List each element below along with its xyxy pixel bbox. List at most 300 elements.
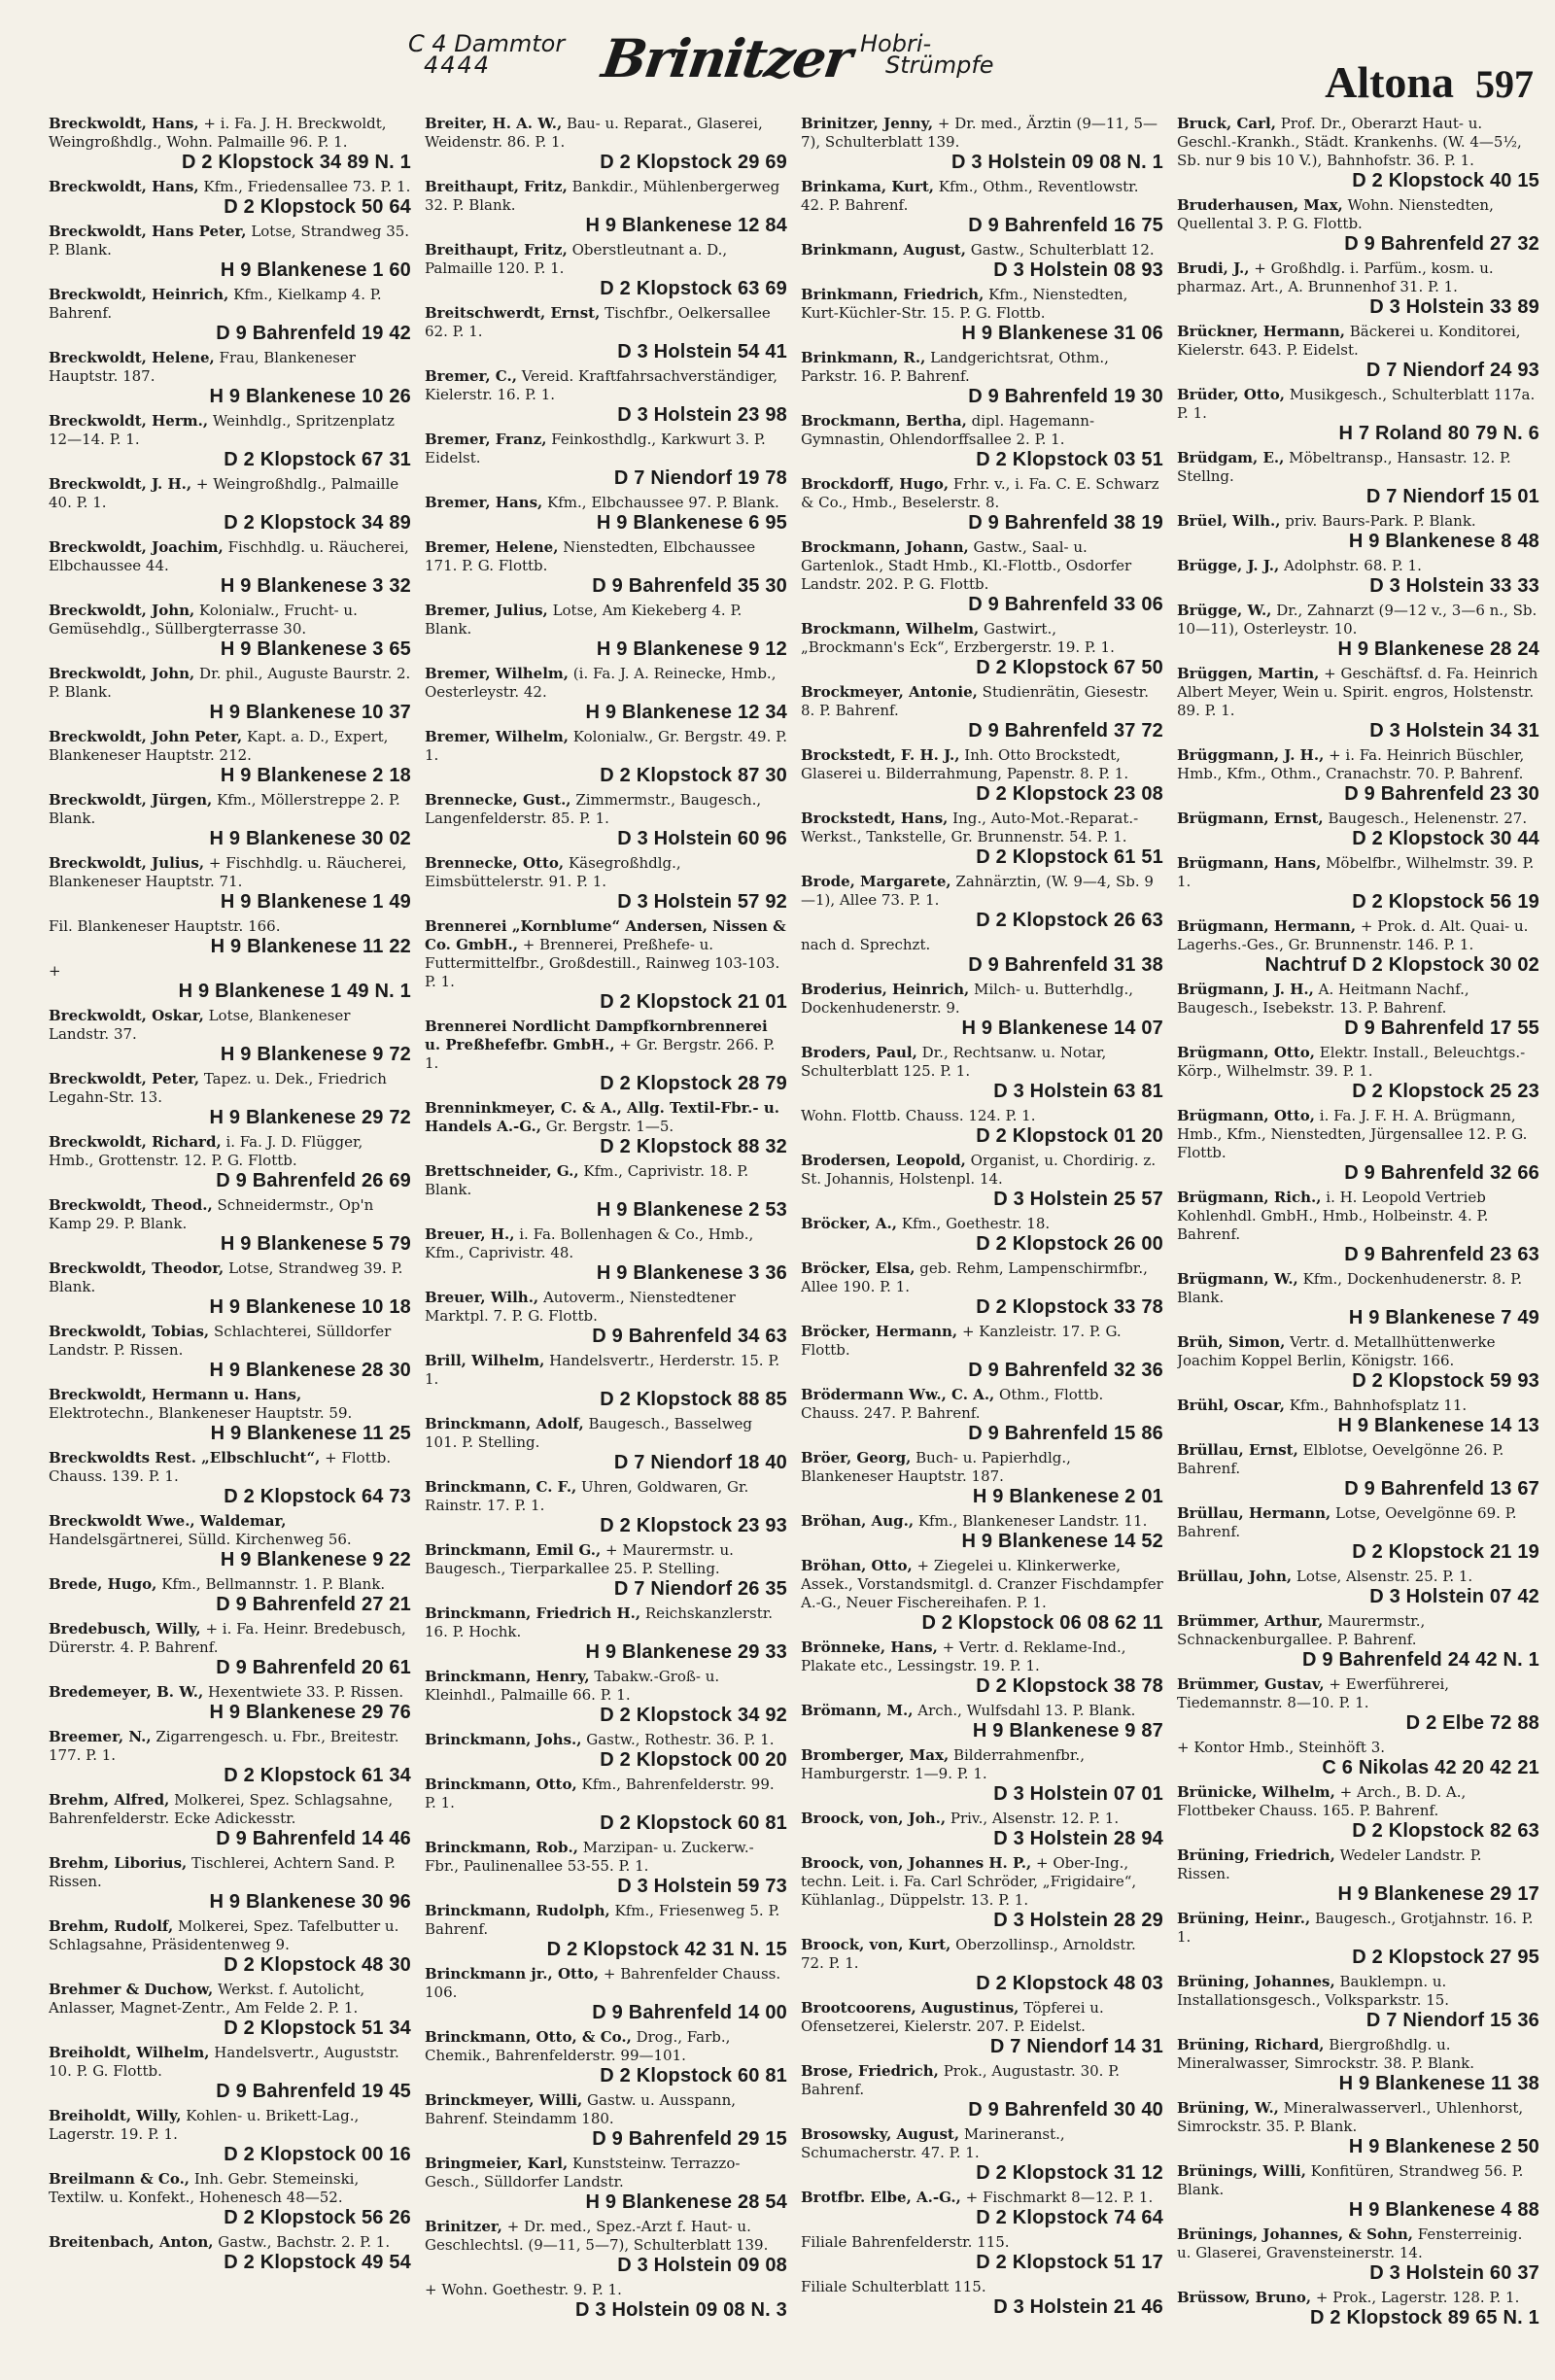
entry-phone: D 2 Klopstock 00 16 [224,2144,411,2165]
directory-entry [425,115,787,173]
directory-entry [425,1018,787,1094]
entry-detail: Bilderrahmenfbr., Hamburgerstr. 1—9. P. 1. [801,1746,1085,1782]
entry-detail: + i. Fa. J. H. Breckwoldt, Weingroßhdlg., Wohn. Palmaille 96. P. 1. [49,115,387,151]
entry-text [49,1791,411,1828]
entry-text [801,2062,1163,2099]
entry-text [425,1731,787,1749]
entry-text [1177,1107,1539,1162]
entry-phone: H 9 Blankenese 30 02 [209,828,411,849]
entry-detail: Frau, Blankeneser Hauptstr. 187. [49,349,356,385]
directory-entry [49,1512,411,1570]
entry-detail: i. Fa. J. F. H. A. Brügmann, Hmb., Kfm., Nienstedten, Jürgensallee 12. P. G. Flottb. [1177,1107,1528,1161]
directory-entry [801,1215,1163,1255]
entry-text [801,746,1163,783]
directory-entry [425,602,787,660]
entry-phone: H 9 Blankenese 9 22 [220,1549,411,1570]
directory-entry [801,2233,1163,2273]
directory-entry [425,1478,787,1536]
entry-name: Breckwoldt, Joachim, [49,538,224,556]
entry-name: Brüning, Friedrich, [1177,1846,1335,1864]
entry-name: Breckwoldt, Hans, [49,178,199,195]
entry-text [801,1449,1163,1486]
directory-entry [801,1557,1163,1634]
directory-entry [1177,1270,1539,1328]
entry-phone: H 9 Blankenese 31 06 [961,323,1163,344]
entry-phone: H 9 Blankenese 10 37 [209,702,411,723]
entry-name: Breckwoldt, Jürgen, [49,791,213,809]
directory-entry [425,1225,787,1284]
entry-phone: H 9 Blankenese 9 87 [972,1720,1163,1742]
entry-text [49,115,411,152]
entry-text [425,1668,787,1705]
entry-detail: Hexentwiete 33. P. Rissen. [207,1683,404,1701]
entry-detail: Kfm., Friesenweg 5. P. Bahrenf. [425,1902,780,1938]
entry-name: Breithaupt, Fritz, [425,178,568,195]
entry-text [801,1107,1163,1125]
directory-entry [1177,323,1539,381]
entry-text [1177,557,1539,575]
entry-detail: Biergroßhdlg. u. Mineralwasser, Simrockstr. 38. P. Blank. [1177,2036,1474,2072]
directory-entry [801,1810,1163,1849]
entry-name: Breckwoldt, Richard, [49,1133,222,1151]
entry-detail: Wohn. Flottb. Chauss. 124. P. 1. [801,1107,1036,1124]
entry-name: Bruderhausen, Max, [1177,196,1343,214]
directory-entry [801,873,1163,931]
entry-phone: D 2 Klopstock 34 89 N. 1 [181,152,411,173]
entry-name: Brennerei Nordlicht Dampfkornbrennerei u. Preßhefefbr. GmbH., [425,1018,768,1053]
entry-text [49,2107,411,2144]
directory-entry [1177,115,1539,191]
entry-detail: Buch- u. Papierhdlg., Blankeneser Hauptstr. 187. [801,1449,1071,1485]
entry-text [801,1999,1163,2036]
entry-detail: Filiale Bahrenfelderstr. 115. [801,2233,1010,2251]
entry-phone: D 2 Klopstock 61 34 [224,1765,411,1786]
entry-text [425,2281,787,2299]
entry-text [49,1575,411,1594]
entry-phone: D 2 Klopstock 89 65 N. 1 [1309,2307,1539,2328]
entry-detail: Arch., Wulfsdahl 13. P. Blank. [917,1702,1136,1719]
entry-name: Brüggen, Martin, [1177,665,1320,682]
directory-entry [801,746,1163,805]
entry-phone: D 2 Klopstock 01 20 [976,1125,1163,1147]
entry-text [425,1478,787,1515]
listing-columns [49,115,1545,2369]
entry-phone: D 2 Klopstock 34 89 [224,512,411,534]
entry-name: Brodersen, Leopold, [801,1152,966,1169]
entry-name: Brügge, J. J., [1177,557,1280,574]
entry-text [49,1683,411,1702]
entry-detail: Töpferei u. Ofensetzerei, Kielerstr. 207. P. Eidelst. [801,1999,1104,2035]
entry-name: Breckwoldt, John, [49,602,195,619]
entry-name: Brüdgam, E., [1177,449,1285,466]
directory-entry [1177,1441,1539,1500]
entry-detail: Schneidermstr., Op'n Kamp 29. P. Blank. [49,1196,374,1232]
entry-detail: Maurermstr., Schnackenburgallee. P. Bahrenf. [1177,1612,1426,1648]
entry-text [49,1981,411,2018]
entry-phone: D 9 Bahrenfeld 26 69 [216,1170,411,1191]
entry-name: Brüllau, Hermann, [1177,1504,1331,1522]
entry-name: Brödermann Ww., C. A., [801,1386,995,1403]
entry-name: Brinckmann, Henry, [425,1668,590,1685]
entry-phone: H 9 Blankenese 3 32 [220,575,411,597]
entry-phone: D 9 Bahrenfeld 24 42 N. 1 [1302,1649,1539,1671]
ad-dammtor-block [408,30,566,79]
entry-phone: D 9 Bahrenfeld 16 75 [968,215,1163,236]
directory-entry [49,1854,411,1913]
entry-text [1177,1397,1539,1415]
entry-name: Brüel, Wilh., [1177,512,1281,530]
page-number: 597 [1475,62,1534,106]
directory-entry [49,854,411,913]
entry-phone: D 9 Bahrenfeld 31 38 [968,954,1163,976]
entry-text [49,1196,411,1233]
entry-name: Bredemeyer, B. W., [49,1683,204,1701]
entry-phone: H 9 Blankenese 29 72 [209,1107,411,1128]
entry-phone: H 9 Blankenese 5 79 [220,1233,411,1255]
entry-detail: Vereid. Kraftfahrsachverständiger, Kielerstr. 16. P. 1. [425,367,778,403]
entry-name: Bröhan, Aug., [801,1512,915,1530]
entry-detail: i. H. Leopold Vertrieb Kohlenhdl. GmbH., Hmb., Holbeinstr. 4. P. Bahrenf. [1177,1189,1489,1243]
directory-entry [49,665,411,723]
entry-phone: H 9 Blankenese 11 38 [1338,2073,1539,2094]
entry-detail: Bau- u. Reparat., Glaserei, Weidenstr. 86. P. 1. [425,115,763,151]
entry-phone: D 2 Klopstock 50 64 [224,196,411,218]
entry-name: Breckwoldt Wwe., Waldemar, [49,1512,287,1530]
entry-phone: D 2 Klopstock 21 01 [600,991,787,1013]
entry-text [425,665,787,702]
entry-detail: Schlachterei, Sülldorfer Landstr. P. Rissen. [49,1323,392,1359]
entry-text [425,1902,787,1939]
entry-detail: Dr. phil., Auguste Baurstr. 2. P. Blank. [49,665,411,701]
entry-detail: Handelsgärtnerei, Sülld. Kirchenweg 56. [49,1531,352,1548]
entry-phone: D 2 Klopstock 27 95 [1352,1947,1539,1968]
entry-detail: Kapt. a. D., Expert, Blankeneser Hauptstr. 212. [49,728,389,764]
entry-text [801,115,1163,152]
entry-name: Brehm, Alfred, [49,1791,170,1809]
entry-detail: + Ziegelei u. Klinkerwerke, Assek., Vorstandsmitgl. d. Cranzer Fischdampfer A.-G., Neuer Fischereihafen. P. 1. [801,1557,1163,1611]
entry-phone: H 9 Blankenese 14 13 [1337,1415,1539,1436]
ad-hosiery-block [860,30,994,79]
directory-entry [49,223,411,281]
entry-name: Brehm, Rudolf, [49,1917,174,1935]
entry-phone: D 7 Niendorf 14 31 [989,2036,1163,2057]
directory-entry [1177,1675,1539,1734]
directory-entry [1177,1044,1539,1102]
entry-detail: Mineralwasserverl., Uhlenhorst, Simrockstr. 35. P. Blank. [1177,2099,1524,2135]
entry-detail: Tischlerei, Achtern Sand. P. Rissen. [49,1854,396,1890]
directory-entry [1177,981,1539,1039]
entry-phone: D 9 Bahrenfeld 19 42 [216,323,411,344]
directory-entry [1177,196,1539,255]
entry-detail: Vertr. d. Metallhüttenwerke Joachim Koppel Berlin, Königstr. 166. [1177,1333,1496,1369]
entry-detail: Drog., Farb., Chemik., Bahrenfelderstr. 99—101. [425,2028,731,2064]
entry-phone: D 9 Bahrenfeld 13 67 [1344,1478,1539,1500]
entry-phone: D 9 Bahrenfeld 17 55 [1344,1018,1539,1039]
entry-name: Brünings, Willi, [1177,2162,1306,2180]
directory-entry [49,917,411,957]
directory-entry [801,286,1163,344]
entry-name: Brockmann, Wilhelm, [801,620,980,638]
entry-text [49,1070,411,1107]
entry-name: Brill, Wilhelm, [425,1352,545,1369]
entry-phone: D 9 Bahrenfeld 38 19 [968,512,1163,534]
directory-entry [49,791,411,849]
entry-detail: Zahnärztin, (W. 9—4, Sb. 9—1), Allee 73. P. 1. [801,873,1154,909]
entry-phone: D 2 Klopstock 67 50 [976,657,1163,678]
directory-entry [425,304,787,362]
entry-detail: + Kanzleistr. 17. P. G. Flottb. [801,1323,1122,1359]
entry-text [801,1323,1163,1360]
directory-entry [49,178,411,218]
entry-detail: Organist, u. Chordirig. z. St. Johannis, Holstenpl. 14. [801,1152,1157,1188]
entry-text [801,2233,1163,2252]
entry-detail: + Bahrenfelder Chauss. 106. [425,1965,781,2001]
entry-name: Brönneke, Hans, [801,1638,938,1656]
entry-phone: H 9 Blankenese 30 96 [209,1891,411,1913]
entry-detail: Bauklempn. u. Installationsgesch., Volksparkstr. 15. [1177,1973,1450,2009]
entry-detail: Möbelfbr., Wilhelmstr. 39. P. 1. [1177,854,1535,890]
entry-detail: + [49,962,61,980]
directory-entry [425,1731,787,1771]
entry-name: Brückner, Hermann, [1177,323,1345,340]
entry-text [1177,512,1539,531]
brinitzer-logo: Brinitzer [598,27,855,89]
entry-text [425,854,787,891]
entry-phone: D 2 Klopstock 26 00 [976,1233,1163,1255]
directory-entry [801,620,1163,678]
entry-name: Bremer, Wilhelm, [425,728,570,745]
entry-name: Broders, Paul, [801,1044,917,1061]
entry-name: Brinckmann, Rob., [425,1839,578,1856]
entry-phone: H 9 Blankenese 14 07 [961,1018,1163,1039]
directory-entry [801,1386,1163,1444]
entry-detail: + Arch., B. D. A., Flottbeker Chauss. 165. P. Bahrenf. [1177,1783,1467,1819]
entry-text [1177,1612,1539,1649]
entry-detail: Elektrotechn., Blankeneser Hauptstr. 59. [49,1404,353,1422]
directory-entry [801,936,1163,976]
entry-detail: Landgerichtsrat, Othm., Parkstr. 16. P. Bahrenf. [801,349,1109,385]
entry-text [49,1386,411,1423]
entry-detail: Zimmermstr., Baugesch., Langenfelderstr. 85. P. 1. [425,791,762,827]
directory-entry [49,1070,411,1128]
entry-detail: Elektr. Install., Beleuchtgs.-Körp., Wilhelmstr. 39. P. 1. [1177,1044,1526,1080]
entry-name: Breckwoldt, Julius, [49,854,205,872]
entry-name: Brettschneider, G., [425,1162,579,1180]
entry-name: Brinckmann, Otto, & Co., [425,2028,632,2046]
entry-text [801,349,1163,386]
entry-text [49,962,411,981]
directory-entry [49,1386,411,1444]
entry-text [49,791,411,828]
directory-entry [801,1702,1163,1742]
entry-text [49,286,411,323]
directory-entry [49,475,411,534]
entry-phone: H 9 Blankenese 3 36 [596,1262,787,1284]
entry-text [49,538,411,575]
directory-entry [1177,1612,1539,1671]
entry-phone: H 9 Blankenese 29 17 [1337,1883,1539,1905]
entry-name: Breuer, Wilh., [425,1289,539,1306]
entry-text [801,1512,1163,1531]
entry-text [425,241,787,278]
entry-text [49,2233,411,2252]
entry-name: Brüssow, Bruno, [1177,2289,1312,2306]
entry-name: Brühl, Oscar, [1177,1397,1285,1414]
entry-name: Brennecke, Otto, [425,854,565,872]
entry-phone: H 9 Blankenese 6 95 [596,512,787,534]
entry-text [801,1152,1163,1189]
entry-phone: D 9 Bahrenfeld 19 45 [216,2081,411,2102]
entry-text [425,1776,787,1812]
entry-name: Brinckmann jr., Otto, [425,1965,600,1983]
directory-entry [1177,1504,1539,1563]
entry-name: Broderius, Heinrich, [801,981,970,998]
entry-detail: Inh. Gebr. Stemeinski, Textilw. u. Konfekt., Hohenesch 48—52. [49,2170,360,2206]
entry-detail: Gastwirt., „Brockmann's Eck“, Erzbergerstr. 19. P. 1. [801,620,1115,656]
entry-phone: H 9 Blankenese 28 54 [585,2191,787,2213]
directory-entry [425,728,787,786]
entry-detail: Kfm., Othm., Reventlowstr. 42. P. Bahrenf. [801,178,1139,214]
entry-phone: D 9 Bahrenfeld 15 86 [968,1423,1163,1444]
entry-detail: + Prok., Lagerstr. 128. P. 1. [1315,2289,1520,2306]
entry-name: Brinckmann, Friedrich H., [425,1604,641,1622]
entry-name: Brockstedt, F. H. J., [801,746,960,764]
entry-phone: D 3 Holstein 54 41 [617,341,787,362]
entry-name: Brode, Margarete, [801,873,951,890]
entry-phone: D 7 Niendorf 26 35 [613,1578,787,1600]
entry-detail: Reichskanzlerstr. 16. P. Hochk. [425,1604,774,1640]
directory-entry [1177,810,1539,849]
entry-detail: + Flottb. Chauss. 139. P. 1. [49,1449,392,1485]
directory-entry [49,1917,411,1976]
entry-text [425,1604,787,1641]
entry-phone: D 2 Klopstock 38 78 [976,1675,1163,1697]
entry-name: Brockmeyer, Antonie, [801,683,978,701]
directory-entry [801,1449,1163,1507]
entry-name: Brügmann, Hermann, [1177,917,1357,935]
entry-name: Brosowsky, August, [801,2125,960,2143]
entry-detail: Kfm., Kielkamp 4. P. Bahrenf. [49,286,382,322]
entry-name: Brügmann, Rich., [1177,1189,1322,1206]
entry-text [425,431,787,467]
entry-phone: D 9 Bahrenfeld 29 15 [592,2128,787,2150]
entry-phone: D 9 Bahrenfeld 30 40 [968,2099,1163,2121]
entry-text [49,1323,411,1360]
entry-detail: Weinhdlg., Spritzenplatz 12—14. P. 1. [49,412,395,448]
directory-column [801,115,1163,2369]
entry-text [49,475,411,512]
directory-column [49,115,411,2369]
entry-phone: D 2 Klopstock 28 79 [600,1073,787,1094]
entry-name: Bröer, Georg, [801,1449,912,1466]
entry-phone: D 2 Klopstock 48 30 [224,1954,411,1976]
entry-text [49,178,411,196]
entry-detail: nach d. Sprechzt. [801,936,931,953]
entry-text [1177,665,1539,720]
directory-entry [1177,2225,1539,2284]
entry-phone: D 9 Bahrenfeld 34 63 [592,1326,787,1347]
entry-text [49,1133,411,1170]
entry-text [1177,259,1539,296]
directory-entry [49,728,411,786]
entry-name: Brinkmann, Friedrich, [801,286,985,303]
entry-phone: H 9 Blankenese 1 60 [220,259,411,281]
entry-detail: Frhr. v., i. Fa. C. E. Schwarz & Co., Hmb., Beselerstr. 8. [801,475,1159,511]
entry-detail: Filiale Schulterblatt 115. [801,2278,986,2295]
ad-struempfe-line: Strümpfe [885,52,994,79]
entry-phone: D 2 Klopstock 21 19 [1352,1541,1539,1563]
entry-text [49,602,411,638]
entry-phone: D 3 Holstein 07 42 [1369,1586,1539,1607]
entry-text [1177,810,1539,828]
entry-phone: D 2 Klopstock 82 63 [1352,1820,1539,1842]
entry-name: Brügmann, Otto, [1177,1044,1315,1061]
directory-entry [1177,2036,1539,2094]
entry-text [425,1415,787,1452]
entry-detail: + Dr. med., Spez.-Arzt f. Haut- u. Geschlechtsl. (9—11, 5—7), Schulterblatt 139. [425,2218,769,2254]
entry-phone: H 9 Blankenese 8 48 [1348,531,1539,552]
entry-text [801,241,1163,259]
ad-dammtor-line: C 4 Dammtor [408,30,566,57]
entry-name: Bröhan, Otto, [801,1557,913,1574]
entry-text [425,1352,787,1389]
directory-entry [49,1196,411,1255]
entry-detail: Dr., Zahnarzt (9—12 v., 3—6 n., Sb. 10—11), Osterleystr. 10. [1177,602,1538,638]
entry-name: Breckwoldt, John Peter, [49,728,243,745]
entry-name: Brüggmann, J. H., [1177,746,1325,764]
entry-detail: Baugesch., Helenenstr. 27. [1328,810,1528,827]
entry-text [425,791,787,828]
entry-name: Breckwoldt, Heinrich, [49,286,229,303]
entry-text [425,304,787,341]
entry-detail: Nienstedten, Elbchaussee 171. P. G. Flottb. [425,538,756,574]
directory-entry [1177,449,1539,507]
entry-name: Bredebusch, Willy, [49,1620,201,1638]
entry-phone: D 3 Holstein 63 81 [993,1081,1163,1102]
entry-detail: Wohn. Nienstedten, Quellental 3. P. G. Flottb. [1177,196,1494,232]
entry-text [1177,1504,1539,1541]
entry-phone: D 9 Bahrenfeld 33 06 [968,594,1163,615]
entry-name: Brockdorff, Hugo, [801,475,950,493]
entry-detail: Konfitüren, Strandweg 56. P. Blank. [1177,2162,1524,2198]
entry-name: Bromberger, Max, [801,1746,950,1764]
entry-detail: + Fischhdlg. u. Räucherei, Blankeneser Hauptstr. 71. [49,854,407,890]
entry-name: Brüning, Richard, [1177,2036,1325,2053]
directory-entry [425,367,787,426]
entry-text [425,2155,787,2191]
entry-name: Bremer, Franz, [425,431,547,448]
entry-detail: Feinkosthdlg., Karkwurt 3. P. Eidelst. [425,431,766,466]
directory-entry [801,683,1163,742]
entry-detail: + Vertr. d. Reklame-Ind., Plakate etc., Lessingstr. 19. P. 1. [801,1638,1126,1674]
entry-detail: Prof. Dr., Oberarzt Haut- u. Geschl.-Krankh., Städt. Krankenhs. (W. 4—5½, Sb. nur 9 bis 10 V.), Bahnhofstr. 36. P. 1. [1177,115,1522,169]
entry-text [1177,1441,1539,1478]
entry-detail: Kfm., Friedensallee 73. P. 1. [203,178,411,195]
entry-detail: Dr., Rechtsanw. u. Notar, Schulterblatt 125. P. 1. [801,1044,1107,1080]
entry-text [49,854,411,891]
entry-phone: D 3 Holstein 09 08 [617,2255,787,2276]
directory-entry [801,115,1163,173]
entry-name: Brüning, Heinr., [1177,1910,1311,1927]
directory-entry [801,475,1163,534]
entry-name: Brünings, Johannes, & Sohn, [1177,2225,1413,2243]
directory-entry [425,1415,787,1473]
entry-text [1177,115,1539,170]
entry-phone: D 7 Niendorf 18 40 [613,1452,787,1473]
entry-phone: D 2 Klopstock 48 03 [976,1973,1163,1994]
entry-detail: Adolphstr. 68. P. 1. [1284,557,1422,574]
entry-detail: Gastw., Schulterblatt 12. [970,241,1155,259]
